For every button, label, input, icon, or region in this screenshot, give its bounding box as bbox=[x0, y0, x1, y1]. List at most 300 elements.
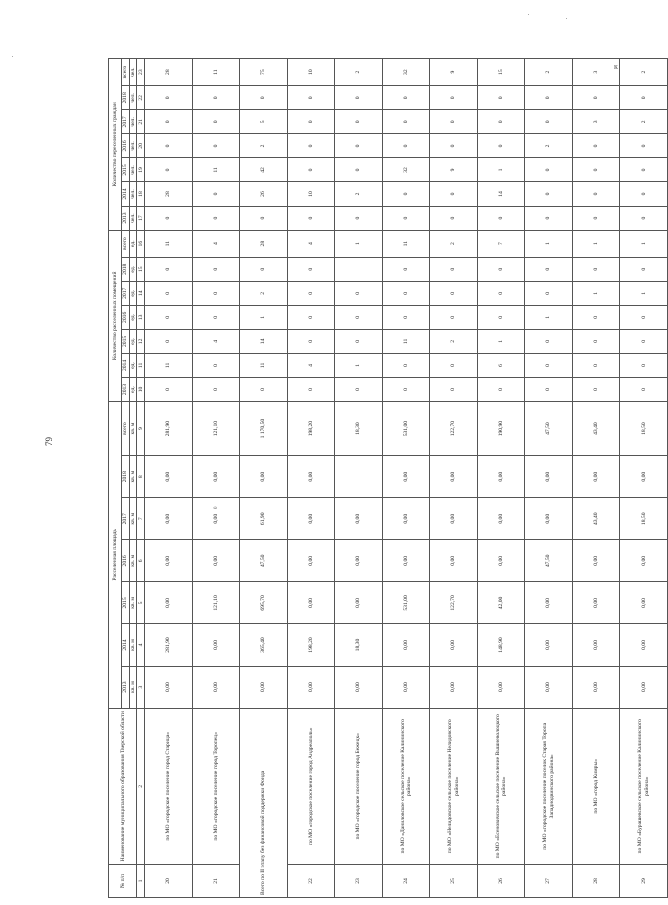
people-cell: 0 bbox=[382, 206, 430, 230]
municipality-name: по МО «городское поселение город Торопец» bbox=[192, 708, 240, 864]
rooms-cell: 1 bbox=[525, 305, 573, 329]
column-number: 7 bbox=[137, 498, 145, 540]
area-cell: 0,00 bbox=[525, 624, 573, 666]
header-year: 2018 bbox=[122, 86, 130, 110]
area-cell: 0,00 bbox=[192, 498, 240, 540]
area-cell: 0,00 bbox=[382, 666, 430, 708]
rooms-cell: 0 bbox=[145, 257, 193, 281]
people-cell: 15 bbox=[477, 59, 525, 86]
area-cell: 18,30 bbox=[335, 624, 383, 666]
rooms-cell: 2 bbox=[430, 230, 478, 257]
summary-area-cell: 0,00 bbox=[240, 666, 288, 708]
rooms-cell bbox=[335, 257, 383, 281]
people-cell: 3 bbox=[572, 59, 620, 86]
area-cell: 0,00 bbox=[145, 582, 193, 624]
people-cell: 0 bbox=[525, 206, 573, 230]
table-row bbox=[335, 59, 383, 898]
header-unit-people: чел. bbox=[130, 86, 137, 110]
area-cell: 281,90 bbox=[145, 624, 193, 666]
area-cell: 0,00 bbox=[430, 456, 478, 498]
area-cell: 0,00 bbox=[382, 540, 430, 582]
table-row bbox=[572, 59, 620, 898]
rooms-cell: 11 bbox=[382, 230, 430, 257]
summary-people-cell: 75 bbox=[240, 59, 288, 86]
area-cell: 190,90 bbox=[477, 402, 525, 456]
summary-area-cell: 0,00 bbox=[240, 456, 288, 498]
area-cell: 531,00 bbox=[382, 582, 430, 624]
area-cell: 0,00 bbox=[335, 498, 383, 540]
people-cell: 0 bbox=[335, 206, 383, 230]
people-cell: 0 bbox=[430, 134, 478, 158]
header-year: 2016 bbox=[122, 540, 130, 582]
people-cell: 0 bbox=[525, 110, 573, 134]
header-year: 2013 bbox=[122, 206, 130, 230]
column-number: 22 bbox=[137, 86, 145, 110]
people-cell: 0 bbox=[335, 158, 383, 182]
people-cell: 0 bbox=[192, 134, 240, 158]
rooms-cell: 11 bbox=[145, 230, 193, 257]
rooms-cell: 0 bbox=[572, 257, 620, 281]
header-year: 2013 bbox=[122, 666, 130, 708]
header-unit-area: кв. м bbox=[130, 498, 137, 540]
column-number: 13 bbox=[137, 305, 145, 329]
header-group-people: Количество переселенных граждан bbox=[109, 59, 122, 231]
rooms-cell: 11 bbox=[145, 353, 193, 377]
header-year: 2016 bbox=[122, 134, 130, 158]
people-cell: 0 bbox=[287, 158, 335, 182]
people-cell: 0 bbox=[477, 110, 525, 134]
rooms-cell: 4 bbox=[287, 353, 335, 377]
people-cell: 11 bbox=[192, 158, 240, 182]
summary-row bbox=[240, 59, 288, 898]
area-cell: 0,00 bbox=[572, 624, 620, 666]
people-cell: 0 bbox=[335, 134, 383, 158]
header-unit-people: чел. bbox=[130, 134, 137, 158]
column-number: 14 bbox=[137, 281, 145, 305]
rooms-cell: 1 bbox=[335, 230, 383, 257]
area-cell: 198,20 bbox=[287, 624, 335, 666]
people-cell: 0 bbox=[382, 110, 430, 134]
people-cell: 0 bbox=[430, 182, 478, 206]
rooms-cell: 0 bbox=[192, 377, 240, 401]
header-unit-people: чел. bbox=[130, 110, 137, 134]
rooms-cell: 4 bbox=[192, 329, 240, 353]
area-cell: 0,00 bbox=[477, 456, 525, 498]
people-cell: 0 bbox=[620, 158, 668, 182]
header-total: всего bbox=[122, 230, 130, 257]
area-cell: 0,00 bbox=[335, 582, 383, 624]
rooms-cell: 0 bbox=[477, 257, 525, 281]
area-cell: 0,00 bbox=[335, 540, 383, 582]
header-unit-people: чел. bbox=[130, 182, 137, 206]
area-cell: 0,00 bbox=[335, 666, 383, 708]
people-cell: 0 bbox=[477, 206, 525, 230]
column-numbers-row bbox=[137, 59, 145, 898]
area-cell: 0,00 bbox=[430, 666, 478, 708]
summary-rooms-cell: 0 bbox=[240, 257, 288, 281]
people-cell: 0 bbox=[430, 110, 478, 134]
rooms-cell: 0 bbox=[335, 377, 383, 401]
rooms-cell: 0 bbox=[572, 305, 620, 329]
area-cell: 0,00 bbox=[430, 498, 478, 540]
row-number: 26 bbox=[477, 864, 525, 897]
rooms-cell: 0 bbox=[620, 305, 668, 329]
people-cell: 0 bbox=[620, 182, 668, 206]
people-cell: 0 bbox=[335, 86, 383, 110]
row-number: 29 bbox=[620, 864, 668, 897]
municipality-name: по МО «Есеновичское сельское поселение Вышневолоцкого района» bbox=[477, 708, 525, 864]
header-unit-rooms: ед. bbox=[130, 377, 137, 401]
summary-people-cell: 42 bbox=[240, 158, 288, 182]
header-unit-people: чел. bbox=[130, 59, 137, 86]
scan-speck bbox=[566, 18, 567, 19]
area-cell: 0,00 bbox=[620, 624, 668, 666]
people-cell: 3 bbox=[572, 110, 620, 134]
summary-area-cell: 61,90 bbox=[240, 498, 288, 540]
rooms-cell: 0 bbox=[382, 377, 430, 401]
table-row bbox=[430, 59, 478, 898]
rooms-cell: 0 bbox=[572, 353, 620, 377]
area-cell: 0,00 bbox=[382, 624, 430, 666]
people-cell: 14 bbox=[477, 182, 525, 206]
column-number: 15 bbox=[137, 257, 145, 281]
rooms-cell: 0 bbox=[145, 305, 193, 329]
summary-rooms-cell: 2 bbox=[240, 281, 288, 305]
area-cell: 0,00 bbox=[192, 540, 240, 582]
rooms-cell: 0 bbox=[335, 305, 383, 329]
rooms-cell: 0 bbox=[525, 281, 573, 305]
rotated-table-wrapper bbox=[108, 58, 668, 898]
area-cell: 18,30 bbox=[335, 402, 383, 456]
people-cell: 28 bbox=[145, 59, 193, 86]
header-num: № п/п bbox=[109, 864, 137, 897]
table-row bbox=[477, 59, 525, 898]
header-unit-rooms: ед. bbox=[130, 353, 137, 377]
area-cell: 0,00 bbox=[525, 582, 573, 624]
column-number: 18 bbox=[137, 182, 145, 206]
header-year: 2014 bbox=[122, 353, 130, 377]
area-cell: 122,70 bbox=[430, 582, 478, 624]
people-cell: 0 bbox=[287, 86, 335, 110]
people-cell: 2 bbox=[335, 59, 383, 86]
header-unit-people: чел. bbox=[130, 158, 137, 182]
page-number: 79 bbox=[44, 437, 54, 446]
people-cell: 0 bbox=[572, 158, 620, 182]
people-cell: 32 bbox=[382, 158, 430, 182]
people-cell: 0 bbox=[525, 158, 573, 182]
people-cell: 0 bbox=[620, 86, 668, 110]
area-cell: 121,10 bbox=[192, 582, 240, 624]
rooms-cell: 0 bbox=[430, 257, 478, 281]
area-cell: 0,00 bbox=[477, 540, 525, 582]
people-cell: 1 bbox=[477, 158, 525, 182]
rooms-cell: 0 bbox=[192, 281, 240, 305]
people-cell: 11 bbox=[192, 59, 240, 86]
rooms-cell: 0 bbox=[287, 281, 335, 305]
area-cell: 0,00 bbox=[620, 540, 668, 582]
rooms-cell: 1 bbox=[620, 230, 668, 257]
header-year: 2014 bbox=[122, 182, 130, 206]
rooms-cell: 0 bbox=[525, 377, 573, 401]
rooms-cell: 0 bbox=[477, 281, 525, 305]
rooms-cell: 0 bbox=[620, 257, 668, 281]
people-cell: 0 bbox=[287, 110, 335, 134]
rooms-cell: 0 bbox=[477, 305, 525, 329]
table-row bbox=[287, 59, 335, 898]
rooms-cell: 0 bbox=[192, 305, 240, 329]
people-cell: 10 bbox=[287, 182, 335, 206]
table-row bbox=[620, 59, 668, 898]
summary-people-cell: 5 bbox=[240, 110, 288, 134]
header-year: 2014 bbox=[122, 624, 130, 666]
column-number: 6 bbox=[137, 540, 145, 582]
rooms-cell: 0 bbox=[145, 377, 193, 401]
column-number: 21 bbox=[137, 110, 145, 134]
people-cell: 2 bbox=[335, 182, 383, 206]
summary-area-cell: 695,70 bbox=[240, 582, 288, 624]
people-cell: 0 bbox=[572, 134, 620, 158]
people-cell: 10 bbox=[287, 59, 335, 86]
rooms-cell: 0 bbox=[620, 353, 668, 377]
people-cell: 0 bbox=[335, 110, 383, 134]
column-number: 12 bbox=[137, 329, 145, 353]
summary-people-cell: 0 bbox=[240, 206, 288, 230]
municipality-name: по МО «город Кимры» bbox=[572, 708, 620, 864]
row-number: 25 bbox=[430, 864, 478, 897]
header-total: всего bbox=[122, 59, 130, 86]
row-number: 28 bbox=[572, 864, 620, 897]
area-cell: 0,00 bbox=[145, 666, 193, 708]
header-year: 2017 bbox=[122, 281, 130, 305]
area-cell: 121,10 bbox=[192, 402, 240, 456]
area-cell: 0,00 bbox=[525, 666, 573, 708]
summary-rooms-cell: 11 bbox=[240, 353, 288, 377]
area-cell: 0,00 bbox=[572, 456, 620, 498]
people-cell: 0 bbox=[382, 182, 430, 206]
people-cell: 0 bbox=[572, 206, 620, 230]
rooms-cell: 0 bbox=[192, 353, 240, 377]
people-cell: 0 bbox=[620, 206, 668, 230]
header-year: 2018 bbox=[122, 257, 130, 281]
area-cell: 0,00 bbox=[572, 582, 620, 624]
header-year: 2015 bbox=[122, 329, 130, 353]
summary-area-cell: 47,50 bbox=[240, 540, 288, 582]
table-row bbox=[382, 59, 430, 898]
rooms-cell: 0 bbox=[382, 305, 430, 329]
column-number: 11 bbox=[137, 353, 145, 377]
header-name: Наименование муниципального образования Тверской области bbox=[109, 708, 137, 864]
people-cell: 0 bbox=[430, 86, 478, 110]
summary-people-cell: 2 bbox=[240, 134, 288, 158]
header-group-rooms: Количество расселенных помещений bbox=[109, 230, 122, 401]
column-number: 20 bbox=[137, 134, 145, 158]
rooms-cell: 1 bbox=[477, 329, 525, 353]
municipality-name: по МО «Нелидовское сельское поселение Нелидовского района» bbox=[430, 708, 478, 864]
column-number: 17 bbox=[137, 206, 145, 230]
area-cell: 0,00 bbox=[192, 456, 240, 498]
header-year: 2015 bbox=[122, 582, 130, 624]
area-cell: 0,00 bbox=[620, 456, 668, 498]
table-row bbox=[192, 59, 240, 898]
area-cell: 122,70 bbox=[430, 402, 478, 456]
header-unit-rooms: ед. bbox=[130, 329, 137, 353]
header-year: 2017 bbox=[122, 110, 130, 134]
area-cell: 43,40 bbox=[572, 402, 620, 456]
header-unit-area: кв. м bbox=[130, 540, 137, 582]
header-unit-area: кв. м bbox=[130, 456, 137, 498]
rooms-cell: 0 bbox=[620, 329, 668, 353]
rooms-cell: 0 bbox=[145, 329, 193, 353]
people-cell: 0 bbox=[192, 206, 240, 230]
people-cell: 9 bbox=[430, 158, 478, 182]
people-cell: 0 bbox=[477, 134, 525, 158]
municipality-name: по МО «Бурашевское сельское поселение Калининского района» bbox=[620, 708, 668, 864]
header-unit-rooms: ед. bbox=[130, 230, 137, 257]
header-year: 2016 bbox=[122, 305, 130, 329]
people-cell: 0 bbox=[192, 86, 240, 110]
rooms-cell: 1 bbox=[335, 353, 383, 377]
summary-people-cell: 0 bbox=[240, 86, 288, 110]
area-cell: 42,00 bbox=[477, 582, 525, 624]
area-cell: 18,50 bbox=[620, 498, 668, 540]
area-cell: 531,00 bbox=[382, 402, 430, 456]
header-unit-area: кв. м bbox=[130, 666, 137, 708]
row-number: 24 bbox=[382, 864, 430, 897]
rooms-cell: 0 bbox=[620, 377, 668, 401]
column-number: 3 bbox=[137, 666, 145, 708]
area-cell: 0,00 bbox=[287, 666, 335, 708]
corner-mark: к bbox=[614, 62, 618, 71]
column-number: 19 bbox=[137, 158, 145, 182]
people-cell: 0 bbox=[382, 86, 430, 110]
column-number: 16 bbox=[137, 230, 145, 257]
people-cell: 0 bbox=[620, 134, 668, 158]
summary-area-cell: 1 170,50 bbox=[240, 402, 288, 456]
area-cell: 0,00 bbox=[287, 456, 335, 498]
rooms-cell: 0 bbox=[382, 353, 430, 377]
municipality-name: по МО «городское поселение город Старица» bbox=[145, 708, 193, 864]
rooms-cell: 0 bbox=[287, 377, 335, 401]
area-cell: 43,40 bbox=[572, 498, 620, 540]
people-cell: 28 bbox=[145, 182, 193, 206]
rooms-cell: 0 bbox=[382, 257, 430, 281]
rooms-cell: 0 bbox=[192, 257, 240, 281]
area-cell: 0,00 bbox=[572, 666, 620, 708]
people-cell: 0 bbox=[525, 182, 573, 206]
resettlement-table bbox=[108, 58, 668, 898]
people-cell: 0 bbox=[287, 134, 335, 158]
rooms-cell: 0 bbox=[430, 281, 478, 305]
municipality-name: по МО «Даниловское сельское поселение Калининского района» bbox=[382, 708, 430, 864]
rooms-cell: 0 bbox=[335, 281, 383, 305]
rooms-cell: 6 bbox=[477, 353, 525, 377]
summary-rooms-cell: 14 bbox=[240, 329, 288, 353]
column-number: 1 bbox=[137, 864, 145, 897]
column-number: 9 bbox=[137, 402, 145, 456]
table-row bbox=[525, 59, 573, 898]
rooms-cell: 7 bbox=[477, 230, 525, 257]
header-unit-area: кв. м bbox=[130, 582, 137, 624]
people-cell: 0 bbox=[477, 86, 525, 110]
rooms-cell: 0 bbox=[145, 281, 193, 305]
rooms-cell: 0 bbox=[572, 329, 620, 353]
area-cell: 0,00 bbox=[145, 456, 193, 498]
summary-area-cell: 365,40 bbox=[240, 624, 288, 666]
rooms-cell: 0 bbox=[430, 377, 478, 401]
area-cell bbox=[335, 456, 383, 498]
table-row bbox=[145, 59, 193, 898]
header-unit-rooms: ед. bbox=[130, 257, 137, 281]
people-cell: 2 bbox=[620, 110, 668, 134]
people-cell: 32 bbox=[382, 59, 430, 86]
area-cell: 0,00 bbox=[382, 498, 430, 540]
rooms-cell: 1 bbox=[572, 281, 620, 305]
table-body bbox=[145, 59, 668, 898]
column-number: 5 bbox=[137, 582, 145, 624]
column-number: 2 bbox=[137, 708, 145, 864]
area-cell: 0,00 bbox=[287, 582, 335, 624]
people-cell: 0 bbox=[145, 158, 193, 182]
rooms-cell: 2 bbox=[430, 329, 478, 353]
area-cell: 0,00 bbox=[287, 498, 335, 540]
area-cell: 47,50 bbox=[525, 402, 573, 456]
area-cell: 0,00 bbox=[430, 540, 478, 582]
rooms-cell: 1 bbox=[620, 281, 668, 305]
rooms-cell: 0 bbox=[382, 281, 430, 305]
people-cell: 0 bbox=[572, 86, 620, 110]
rooms-cell: 4 bbox=[287, 230, 335, 257]
area-cell: 0,00 bbox=[477, 498, 525, 540]
people-cell: 0 bbox=[287, 206, 335, 230]
area-cell: 0,00 bbox=[145, 498, 193, 540]
area-cell: 0,00 bbox=[382, 456, 430, 498]
rooms-cell: 4 bbox=[192, 230, 240, 257]
people-cell: 0 bbox=[145, 206, 193, 230]
area-cell: 47,50 bbox=[525, 540, 573, 582]
rooms-cell: 0 bbox=[430, 305, 478, 329]
header-year: 2013 bbox=[122, 377, 130, 401]
area-cell: 18,50 bbox=[620, 402, 668, 456]
rooms-cell: 11 bbox=[382, 329, 430, 353]
header-group-area: Расселенная площадь bbox=[109, 402, 122, 709]
area-cell: 148,90 bbox=[477, 624, 525, 666]
area-cell: 0,00 bbox=[477, 666, 525, 708]
area-cell: 0,00 bbox=[620, 582, 668, 624]
scan-speck bbox=[528, 14, 529, 15]
people-cell: 0 bbox=[572, 182, 620, 206]
people-cell: 0 bbox=[525, 86, 573, 110]
scan-speck bbox=[12, 56, 13, 57]
row-number: 20 bbox=[145, 864, 193, 897]
row-number: 23 bbox=[335, 864, 383, 897]
people-cell: 2 bbox=[525, 59, 573, 86]
rooms-cell: 0 bbox=[430, 353, 478, 377]
people-cell: 0 bbox=[430, 206, 478, 230]
header-year: 2017 bbox=[122, 498, 130, 540]
header-year: 2018 bbox=[122, 456, 130, 498]
row-number: 27 bbox=[525, 864, 573, 897]
rooms-cell: 0 bbox=[477, 377, 525, 401]
people-cell: 2 bbox=[525, 134, 573, 158]
area-cell: 0,00 bbox=[192, 624, 240, 666]
summary-rooms-cell: 28 bbox=[240, 230, 288, 257]
header-unit-people: чел. bbox=[130, 206, 137, 230]
people-cell: 0 bbox=[145, 134, 193, 158]
area-cell: 0,00 bbox=[620, 666, 668, 708]
area-cell: 0,00 bbox=[145, 540, 193, 582]
people-cell: 0 bbox=[192, 110, 240, 134]
rooms-cell: 0 bbox=[525, 257, 573, 281]
